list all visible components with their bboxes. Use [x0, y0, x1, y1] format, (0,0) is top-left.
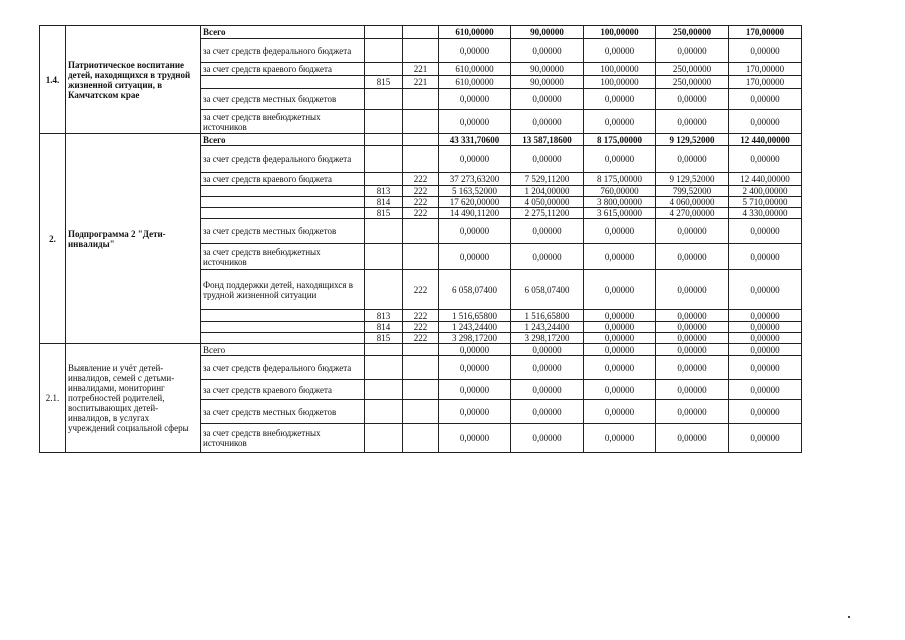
amount-cell: 100,00000	[584, 26, 656, 39]
amount-cell: 0,00000	[656, 322, 729, 333]
amount-cell: 0,00000	[584, 244, 656, 270]
budget-code	[403, 134, 439, 146]
amount-cell: 90,00000	[511, 26, 584, 39]
table-row	[40, 344, 802, 356]
grbs-code	[365, 356, 403, 380]
budget-code: 221	[403, 63, 439, 76]
amount-cell: 0,00000	[584, 310, 656, 322]
funding-source: за счет средств местных бюджетов	[201, 89, 365, 110]
amount-cell: 8 175,00000	[584, 134, 656, 146]
grbs-code	[365, 219, 403, 244]
grbs-code	[365, 380, 403, 400]
amount-cell: 0,00000	[656, 89, 729, 110]
amount-cell: 3 298,17200	[511, 333, 584, 344]
amount-cell: 0,00000	[656, 380, 729, 400]
grbs-code: 815	[365, 208, 403, 219]
grbs-code: 813	[365, 186, 403, 197]
amount-cell: 0,00000	[656, 424, 729, 453]
section-title: Патриотическое воспитание детей, находящихся в трудной жизненной ситуации, в Камчатском крае	[66, 26, 201, 134]
funding-source: за счет средств федерального бюджета	[201, 146, 365, 173]
amount-cell: 610,00000	[439, 26, 511, 39]
amount-cell: 0,00000	[729, 89, 802, 110]
budget-code: 222	[403, 322, 439, 333]
amount-cell: 3 298,17200	[439, 333, 511, 344]
amount-cell: 0,00000	[439, 400, 511, 424]
amount-cell: 0,00000	[656, 219, 729, 244]
amount-cell: 0,00000	[584, 219, 656, 244]
funding-source: Фонд поддержки детей, находящихся в трудной жизненной ситуации	[201, 270, 365, 310]
amount-cell: 0,00000	[729, 270, 802, 310]
amount-cell: 0,00000	[729, 244, 802, 270]
table-row	[40, 26, 802, 39]
amount-cell: 0,00000	[584, 400, 656, 424]
amount-cell: 0,00000	[729, 322, 802, 333]
amount-cell: 100,00000	[584, 76, 656, 89]
budget-code	[403, 424, 439, 453]
funding-source: за счет средств внебюджетных источников	[201, 110, 365, 134]
amount-cell: 0,00000	[729, 310, 802, 322]
grbs-code	[365, 400, 403, 424]
budget-code	[403, 219, 439, 244]
grbs-code: 813	[365, 310, 403, 322]
funding-source	[201, 186, 365, 197]
amount-cell: 0,00000	[511, 380, 584, 400]
grbs-code: 815	[365, 76, 403, 89]
amount-cell: 799,52000	[656, 186, 729, 197]
amount-cell: 0,00000	[439, 89, 511, 110]
section-number: 2.1.	[40, 344, 66, 453]
section-number: 1.4.	[40, 26, 66, 134]
amount-cell: 9 129,52000	[656, 134, 729, 146]
grbs-code	[365, 424, 403, 453]
funding-source	[201, 208, 365, 219]
grbs-code	[365, 110, 403, 134]
amount-cell: 1 243,24400	[439, 322, 511, 333]
amount-cell: 37 273,63200	[439, 173, 511, 186]
amount-cell: 14 490,11200	[439, 208, 511, 219]
funding-source	[201, 76, 365, 89]
amount-cell: 4 060,00000	[656, 197, 729, 208]
grbs-code	[365, 134, 403, 146]
amount-cell: 0,00000	[656, 39, 729, 63]
amount-cell: 250,00000	[656, 26, 729, 39]
funding-source	[201, 333, 365, 344]
amount-cell: 0,00000	[511, 356, 584, 380]
amount-cell: 0,00000	[439, 244, 511, 270]
amount-cell: 3 615,00000	[584, 208, 656, 219]
amount-cell: 12 440,00000	[729, 134, 802, 146]
amount-cell: 6 058,07400	[511, 270, 584, 310]
grbs-code	[365, 63, 403, 76]
funding-source: за счет средств федерального бюджета	[201, 356, 365, 380]
funding-source	[201, 197, 365, 208]
amount-cell: 0,00000	[729, 333, 802, 344]
budget-code: 222	[403, 310, 439, 322]
amount-cell: 0,00000	[511, 244, 584, 270]
amount-cell: 0,00000	[656, 146, 729, 173]
section-number: 2.	[40, 134, 66, 344]
amount-cell: 0,00000	[439, 146, 511, 173]
amount-cell: 0,00000	[439, 380, 511, 400]
amount-cell: 0,00000	[511, 39, 584, 63]
amount-cell: 9 129,52000	[656, 173, 729, 186]
budget-code: 222	[403, 208, 439, 219]
section-title: Подпрограмма 2 "Дети-инвалиды"	[66, 134, 201, 344]
funding-source: за счет средств краевого бюджета	[201, 63, 365, 76]
amount-cell: 0,00000	[511, 400, 584, 424]
funding-source	[201, 322, 365, 333]
amount-cell: 4 270,00000	[656, 208, 729, 219]
amount-cell: 170,00000	[729, 76, 802, 89]
amount-cell: 0,00000	[511, 344, 584, 356]
amount-cell: 0,00000	[656, 110, 729, 134]
section-title: Выявление и учёт детей-инвалидов, семей с детьми-инвалидами, мониторинг потребностей родителей, воспитывающих детей-инвалидов, в услугах учреждений социальной сферы	[66, 344, 201, 453]
funding-source: Всего	[201, 26, 365, 39]
budget-table-body	[40, 26, 802, 453]
grbs-code	[365, 270, 403, 310]
amount-cell: 610,00000	[439, 63, 511, 76]
amount-cell: 0,00000	[729, 146, 802, 173]
budget-code: 222	[403, 173, 439, 186]
amount-cell: 7 529,11200	[511, 173, 584, 186]
amount-cell: 170,00000	[729, 63, 802, 76]
amount-cell: 3 800,00000	[584, 197, 656, 208]
amount-cell: 0,00000	[511, 219, 584, 244]
amount-cell: 0,00000	[439, 110, 511, 134]
amount-cell: 0,00000	[656, 344, 729, 356]
budget-code	[403, 244, 439, 270]
amount-cell: 170,00000	[729, 26, 802, 39]
funding-source	[201, 310, 365, 322]
grbs-code	[365, 89, 403, 110]
amount-cell: 250,00000	[656, 76, 729, 89]
amount-cell: 90,00000	[511, 76, 584, 89]
funding-source: за счет средств федерального бюджета	[201, 39, 365, 63]
budget-code: 221	[403, 76, 439, 89]
grbs-code: 815	[365, 333, 403, 344]
funding-source: за счет средств внебюджетных источников	[201, 244, 365, 270]
amount-cell: 0,00000	[584, 356, 656, 380]
amount-cell: 90,00000	[511, 63, 584, 76]
amount-cell: 5 710,00000	[729, 197, 802, 208]
amount-cell: 0,00000	[729, 39, 802, 63]
budget-code	[403, 356, 439, 380]
grbs-code	[365, 344, 403, 356]
grbs-code: 814	[365, 197, 403, 208]
grbs-code	[365, 26, 403, 39]
amount-cell: 6 058,07400	[439, 270, 511, 310]
amount-cell: 2 400,00000	[729, 186, 802, 197]
amount-cell: 0,00000	[729, 356, 802, 380]
amount-cell: 0,00000	[656, 333, 729, 344]
amount-cell: 0,00000	[729, 344, 802, 356]
budget-code: 222	[403, 197, 439, 208]
amount-cell: 13 587,18600	[511, 134, 584, 146]
amount-cell: 0,00000	[656, 356, 729, 380]
amount-cell: 1 516,65800	[439, 310, 511, 322]
funding-source: Всего	[201, 134, 365, 146]
funding-source: Всего	[201, 344, 365, 356]
budget-table	[39, 25, 802, 453]
amount-cell: 0,00000	[511, 424, 584, 453]
funding-source: за счет средств местных бюджетов	[201, 219, 365, 244]
amount-cell: 2 275,11200	[511, 208, 584, 219]
amount-cell: 0,00000	[584, 146, 656, 173]
budget-code: 222	[403, 270, 439, 310]
budget-code	[403, 39, 439, 63]
amount-cell: 0,00000	[584, 380, 656, 400]
amount-cell: 0,00000	[584, 89, 656, 110]
budget-code	[403, 344, 439, 356]
amount-cell: 0,00000	[656, 400, 729, 424]
funding-source: за счет средств краевого бюджета	[201, 380, 365, 400]
amount-cell: 0,00000	[584, 270, 656, 310]
amount-cell: 4 050,00000	[511, 197, 584, 208]
budget-code: 222	[403, 186, 439, 197]
amount-cell: 0,00000	[729, 424, 802, 453]
amount-cell: 0,00000	[584, 424, 656, 453]
grbs-code	[365, 173, 403, 186]
amount-cell: 0,00000	[511, 110, 584, 134]
amount-cell: 1 204,00000	[511, 186, 584, 197]
amount-cell: 0,00000	[584, 110, 656, 134]
amount-cell: 250,00000	[656, 63, 729, 76]
grbs-code	[365, 146, 403, 173]
amount-cell: 43 331,70600	[439, 134, 511, 146]
amount-cell: 0,00000	[729, 110, 802, 134]
budget-code	[403, 146, 439, 173]
amount-cell: 0,00000	[439, 424, 511, 453]
amount-cell: 4 330,00000	[729, 208, 802, 219]
amount-cell: 17 620,00000	[439, 197, 511, 208]
amount-cell: 5 163,52000	[439, 186, 511, 197]
amount-cell: 0,00000	[729, 380, 802, 400]
budget-code	[403, 89, 439, 110]
amount-cell: 1 516,65800	[511, 310, 584, 322]
amount-cell: 0,00000	[584, 344, 656, 356]
amount-cell: 0,00000	[511, 146, 584, 173]
budget-code	[403, 380, 439, 400]
amount-cell: 0,00000	[656, 310, 729, 322]
amount-cell: 0,00000	[439, 39, 511, 63]
amount-cell: 12 440,00000	[729, 173, 802, 186]
amount-cell: 0,00000	[729, 400, 802, 424]
grbs-code	[365, 244, 403, 270]
amount-cell: 0,00000	[729, 219, 802, 244]
amount-cell: 100,00000	[584, 63, 656, 76]
funding-source: за счет средств краевого бюджета	[201, 173, 365, 186]
amount-cell: 610,00000	[439, 76, 511, 89]
amount-cell: 0,00000	[656, 270, 729, 310]
budget-code: 222	[403, 333, 439, 344]
amount-cell: 0,00000	[584, 39, 656, 63]
amount-cell: 0,00000	[656, 244, 729, 270]
amount-cell: 0,00000	[439, 344, 511, 356]
budget-code	[403, 110, 439, 134]
funding-source: за счет средств внебюджетных источников	[201, 424, 365, 453]
funding-source: за счет средств местных бюджетов	[201, 400, 365, 424]
table-row	[40, 134, 802, 146]
budget-code	[403, 26, 439, 39]
scan-speck	[848, 616, 850, 618]
amount-cell: 0,00000	[439, 356, 511, 380]
amount-cell: 8 175,00000	[584, 173, 656, 186]
amount-cell: 0,00000	[511, 89, 584, 110]
amount-cell: 0,00000	[584, 333, 656, 344]
grbs-code	[365, 39, 403, 63]
amount-cell: 1 243,24400	[511, 322, 584, 333]
grbs-code: 814	[365, 322, 403, 333]
amount-cell: 760,00000	[584, 186, 656, 197]
amount-cell: 0,00000	[439, 219, 511, 244]
amount-cell: 0,00000	[584, 322, 656, 333]
budget-code	[403, 400, 439, 424]
